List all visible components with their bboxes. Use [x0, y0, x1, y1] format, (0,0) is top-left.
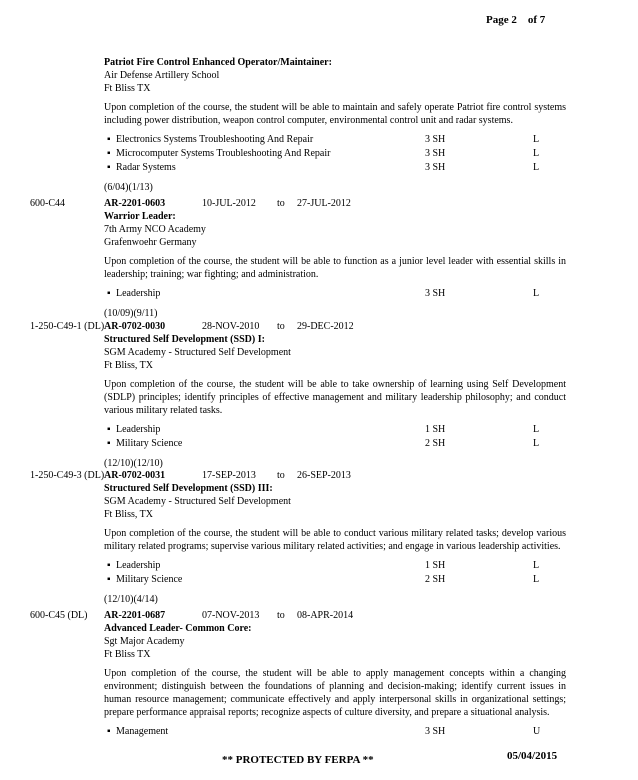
print-date: 05/04/2015	[507, 750, 558, 762]
credit-subject: Military Science	[116, 574, 183, 585]
credit-row	[104, 133, 566, 147]
credit-row	[104, 147, 566, 161]
bullet-icon: ▪	[107, 162, 111, 173]
to-label: to	[277, 470, 285, 481]
credit-hours: 1 SH	[425, 560, 446, 571]
credit-level: L	[533, 574, 540, 585]
bullet-icon: ▪	[107, 424, 111, 435]
end-date: 26-SEP-2013	[297, 470, 351, 481]
to-label: to	[277, 610, 285, 621]
course-title: Structured Self Development (SSD) I:	[104, 334, 265, 345]
end-date: 08-APR-2014	[297, 610, 354, 621]
bullet-icon: ▪	[107, 438, 111, 449]
credit-hours: 3 SH	[425, 162, 446, 173]
course-dates-code: (10/09)(9/11)	[104, 308, 158, 319]
school-location: Ft Bliss, TX	[104, 360, 153, 371]
start-date: 07-NOV-2013	[202, 610, 260, 621]
credit-row	[104, 725, 566, 739]
credit-subject: Leadership	[116, 424, 161, 435]
credit-subject: Military Science	[116, 438, 183, 449]
credit-row	[104, 161, 566, 175]
ferpa-notice: ** PROTECTED BY FERPA **	[222, 754, 374, 766]
course-code: 600-C45 (DL)	[30, 610, 88, 621]
course-id: AR-0702-0030	[104, 321, 166, 332]
bullet-icon: ▪	[107, 560, 111, 571]
course-id: AR-0702-0031	[104, 470, 166, 481]
credit-subject: Microcomputer Systems Troubleshooting And Repair	[116, 148, 331, 159]
credit-row	[104, 573, 566, 587]
course-dates-code: (12/10)(4/14)	[104, 594, 158, 605]
credit-list	[104, 725, 566, 739]
course-description: Upon completion of the course, the student will be able to conduct various military related tasks; develop various military related programs; supervise various military related activities; and engage in various leadership activities.	[104, 528, 566, 552]
credit-row	[104, 287, 566, 301]
course-description: Upon completion of the course, the student will be able to apply management concepts within a changing environment; distinguish between the foundations of planning and decision-making; identify current issues in human resource management; communicate effectively and apply interpersonal skills in organizational settings; prepare performance appraisal reports; recognize aspects of culture diversity, and prepare a situational analysis.	[104, 668, 566, 718]
credit-level: L	[533, 438, 540, 449]
school-name: SGM Academy - Structured Self Development	[104, 496, 291, 507]
credit-hours: 3 SH	[425, 148, 446, 159]
credit-level: L	[533, 134, 540, 145]
course-description: Upon completion of the course, the student will be able to maintain and safely operate Patriot fire control systems including power distribution, weapon control computer, environmental control unit and radar systems.	[104, 102, 566, 126]
credit-hours: 3 SH	[425, 288, 446, 299]
course-code: 1-250-C49-1 (DL)	[30, 321, 105, 332]
start-date: 17-SEP-2013	[202, 470, 256, 481]
credit-row	[104, 437, 566, 451]
bullet-icon: ▪	[107, 726, 111, 737]
school-name: 7th Army NCO Academy	[104, 224, 206, 235]
credit-hours: 3 SH	[425, 726, 446, 737]
credit-hours: 2 SH	[425, 438, 446, 449]
credit-row	[104, 559, 566, 573]
school-name: SGM Academy - Structured Self Development	[104, 347, 291, 358]
credit-level: L	[533, 148, 540, 159]
course-code: 600-C44	[30, 198, 65, 209]
credit-list	[104, 133, 566, 175]
school-name: Air Defense Artillery School	[104, 70, 220, 81]
course-dates-code: (12/10)(12/10)	[104, 458, 163, 469]
start-date: 10-JUL-2012	[202, 198, 256, 209]
course-title: Advanced Leader- Common Core:	[104, 623, 252, 634]
course-description: Upon completion of the course, the student will be able to take ownership of learning using Self Development (SDLP) principles; identify principles of effective management and military leadership philosophy; and conduct various military related tasks.	[104, 379, 566, 416]
credit-subject: Electronics Systems Troubleshooting And Repair	[116, 134, 314, 145]
credit-subject: Leadership	[116, 560, 161, 571]
end-date: 27-JUL-2012	[297, 198, 351, 209]
credit-level: L	[533, 288, 540, 299]
credit-hours: 3 SH	[425, 134, 446, 145]
course-title: Structured Self Development (SSD) III:	[104, 483, 273, 494]
credit-level: L	[533, 560, 540, 571]
school-location: Ft Bliss, TX	[104, 509, 153, 520]
end-date: 29-DEC-2012	[297, 321, 354, 332]
course-title: Warrior Leader:	[104, 211, 176, 222]
bullet-icon: ▪	[107, 574, 111, 585]
course-title: Patriot Fire Control Enhanced Operator/Maintainer:	[104, 57, 332, 68]
page-number	[486, 14, 545, 27]
credit-hours: 2 SH	[425, 574, 446, 585]
page-label: Page 2	[486, 14, 517, 26]
credit-level: U	[533, 726, 541, 737]
credit-list	[104, 423, 566, 451]
credit-row	[104, 423, 566, 437]
credit-level: L	[533, 424, 540, 435]
to-label: to	[277, 321, 285, 332]
school-location: Ft Bliss TX	[104, 649, 151, 660]
course-code: 1-250-C49-3 (DL)	[30, 470, 105, 481]
bullet-icon: ▪	[107, 148, 111, 159]
course-dates-code: (6/04)(1/13)	[104, 182, 153, 193]
credit-hours: 1 SH	[425, 424, 446, 435]
credit-level: L	[533, 162, 540, 173]
course-id: AR-2201-0687	[104, 610, 166, 621]
credit-subject: Management	[116, 726, 169, 737]
course-id: AR-2201-0603	[104, 198, 166, 209]
credit-list	[104, 559, 566, 587]
credit-list	[104, 287, 566, 301]
page-of-label: of 7	[527, 14, 546, 26]
to-label: to	[277, 198, 285, 209]
bullet-icon: ▪	[107, 288, 111, 299]
bullet-icon: ▪	[107, 134, 111, 145]
course-description: Upon completion of the course, the student will be able to function as a junior level leader with essential skills in leadership; training; war fighting; and administration.	[104, 256, 566, 280]
school-location: Grafenwoehr Germany	[104, 237, 197, 248]
credit-subject: Radar Systems	[116, 162, 176, 173]
school-name: Sgt Major Academy	[104, 636, 185, 647]
credit-subject: Leadership	[116, 288, 161, 299]
school-location: Ft Bliss TX	[104, 83, 151, 94]
start-date: 28-NOV-2010	[202, 321, 260, 332]
